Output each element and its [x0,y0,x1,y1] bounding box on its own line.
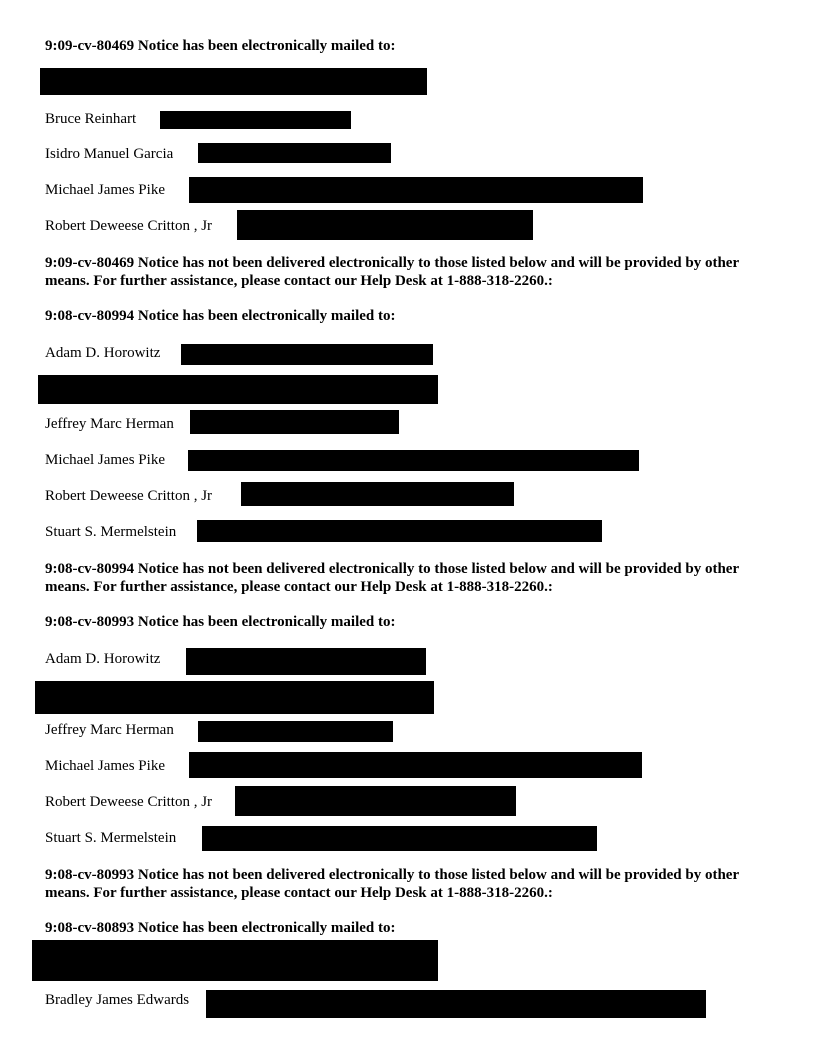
redaction-block [189,752,642,778]
redaction-block [198,721,393,742]
notice-mailed-heading: 9:08-cv-80893 Notice has been electronically mailed to: [45,920,396,936]
redaction-block [202,826,597,851]
notice-not-delivered-heading: 9:08-cv-80994 Notice has not been delivered electronically to those listed below and will be provided by other means. For further assistance, please contact our Help Desk at 1-888-318-2260.: [45,561,739,595]
redaction-block [206,990,706,1018]
recipient-name: Michael James Pike [45,758,165,774]
notice-mailed-heading: 9:08-cv-80993 Notice has been electronically mailed to: [45,614,396,630]
recipient-name: Robert Deweese Critton , Jr [45,218,213,234]
notice-not-delivered-heading: 9:08-cv-80993 Notice has not been delivered electronically to those listed below and will be provided by other means. For further assistance, please contact our Help Desk at 1-888-318-2260.: [45,867,739,901]
recipient-name: Michael James Pike [45,452,165,468]
redaction-block [160,111,351,129]
recipient-name: Robert Deweese Critton , Jr [45,488,213,504]
redaction-block [241,482,514,506]
redaction-block [40,68,427,95]
redaction-block [197,520,602,542]
redaction-block [190,410,399,434]
redaction-block [237,210,533,240]
redaction-block [35,681,434,714]
redaction-block [186,648,426,675]
redaction-block [189,177,643,203]
recipient-name: Stuart S. Mermelstein [45,524,177,540]
notice-mailed-heading: 9:08-cv-80994 Notice has been electronically mailed to: [45,308,396,324]
recipient-name: Robert Deweese Critton , Jr [45,794,213,810]
redaction-block [181,344,433,365]
redaction-block [198,143,391,163]
recipient-name: Bradley James Edwards [45,992,190,1008]
recipient-name: Jeffrey Marc Herman [45,416,174,432]
recipient-name: Bruce Reinhart [45,111,137,127]
notice-not-delivered-heading: 9:09-cv-80469 Notice has not been delivered electronically to those listed below and will be provided by other means. For further assistance, please contact our Help Desk at 1-888-318-2260.: [45,255,739,289]
redaction-block [235,786,516,816]
redaction-block [188,450,639,471]
notice-mailed-heading: 9:09-cv-80469 Notice has been electronically mailed to: [45,38,396,54]
recipient-name: Adam D. Horowitz [45,345,161,361]
redaction-block [38,375,438,404]
recipient-name: Stuart S. Mermelstein [45,830,177,846]
recipient-name: Adam D. Horowitz [45,651,161,667]
recipient-name: Michael James Pike [45,182,165,198]
recipient-name: Isidro Manuel Garcia [45,146,174,162]
recipient-name: Jeffrey Marc Herman [45,722,174,738]
redaction-block [32,940,438,981]
